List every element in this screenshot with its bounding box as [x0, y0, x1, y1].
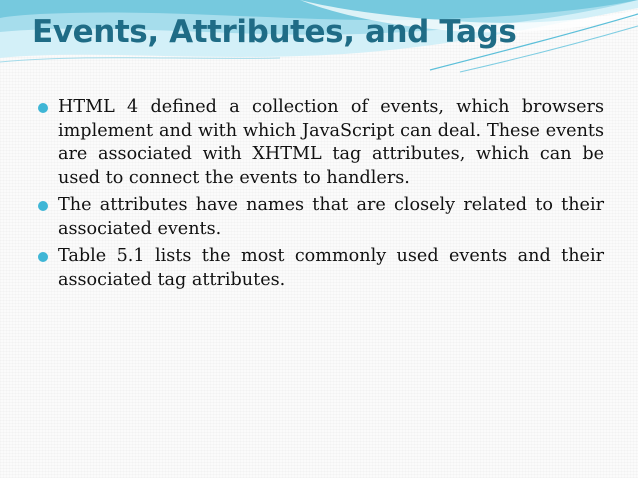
slide-title: Events, Attributes, and Tags — [32, 14, 517, 50]
bullet-item — [38, 245, 604, 292]
bullet-dot-icon — [38, 103, 48, 113]
bullet-text: Table 5.1 lists the most commonly used events and their associated tag attributes. — [58, 246, 604, 290]
bullet-item — [38, 194, 604, 241]
bullet-list — [38, 96, 604, 296]
bullet-text: The attributes have names that are closely related to their associated events. — [58, 195, 604, 239]
bullet-item — [38, 96, 604, 190]
bullet-dot-icon — [38, 201, 48, 211]
wave-line-3 — [0, 58, 280, 62]
bullet-text: HTML 4 defined a collection of events, which browsers implement and with which JavaScript can deal. These events are associated with XHTML tag attributes, which can be used to connect the events to handlers. — [58, 97, 604, 188]
bullet-dot-icon — [38, 252, 48, 262]
